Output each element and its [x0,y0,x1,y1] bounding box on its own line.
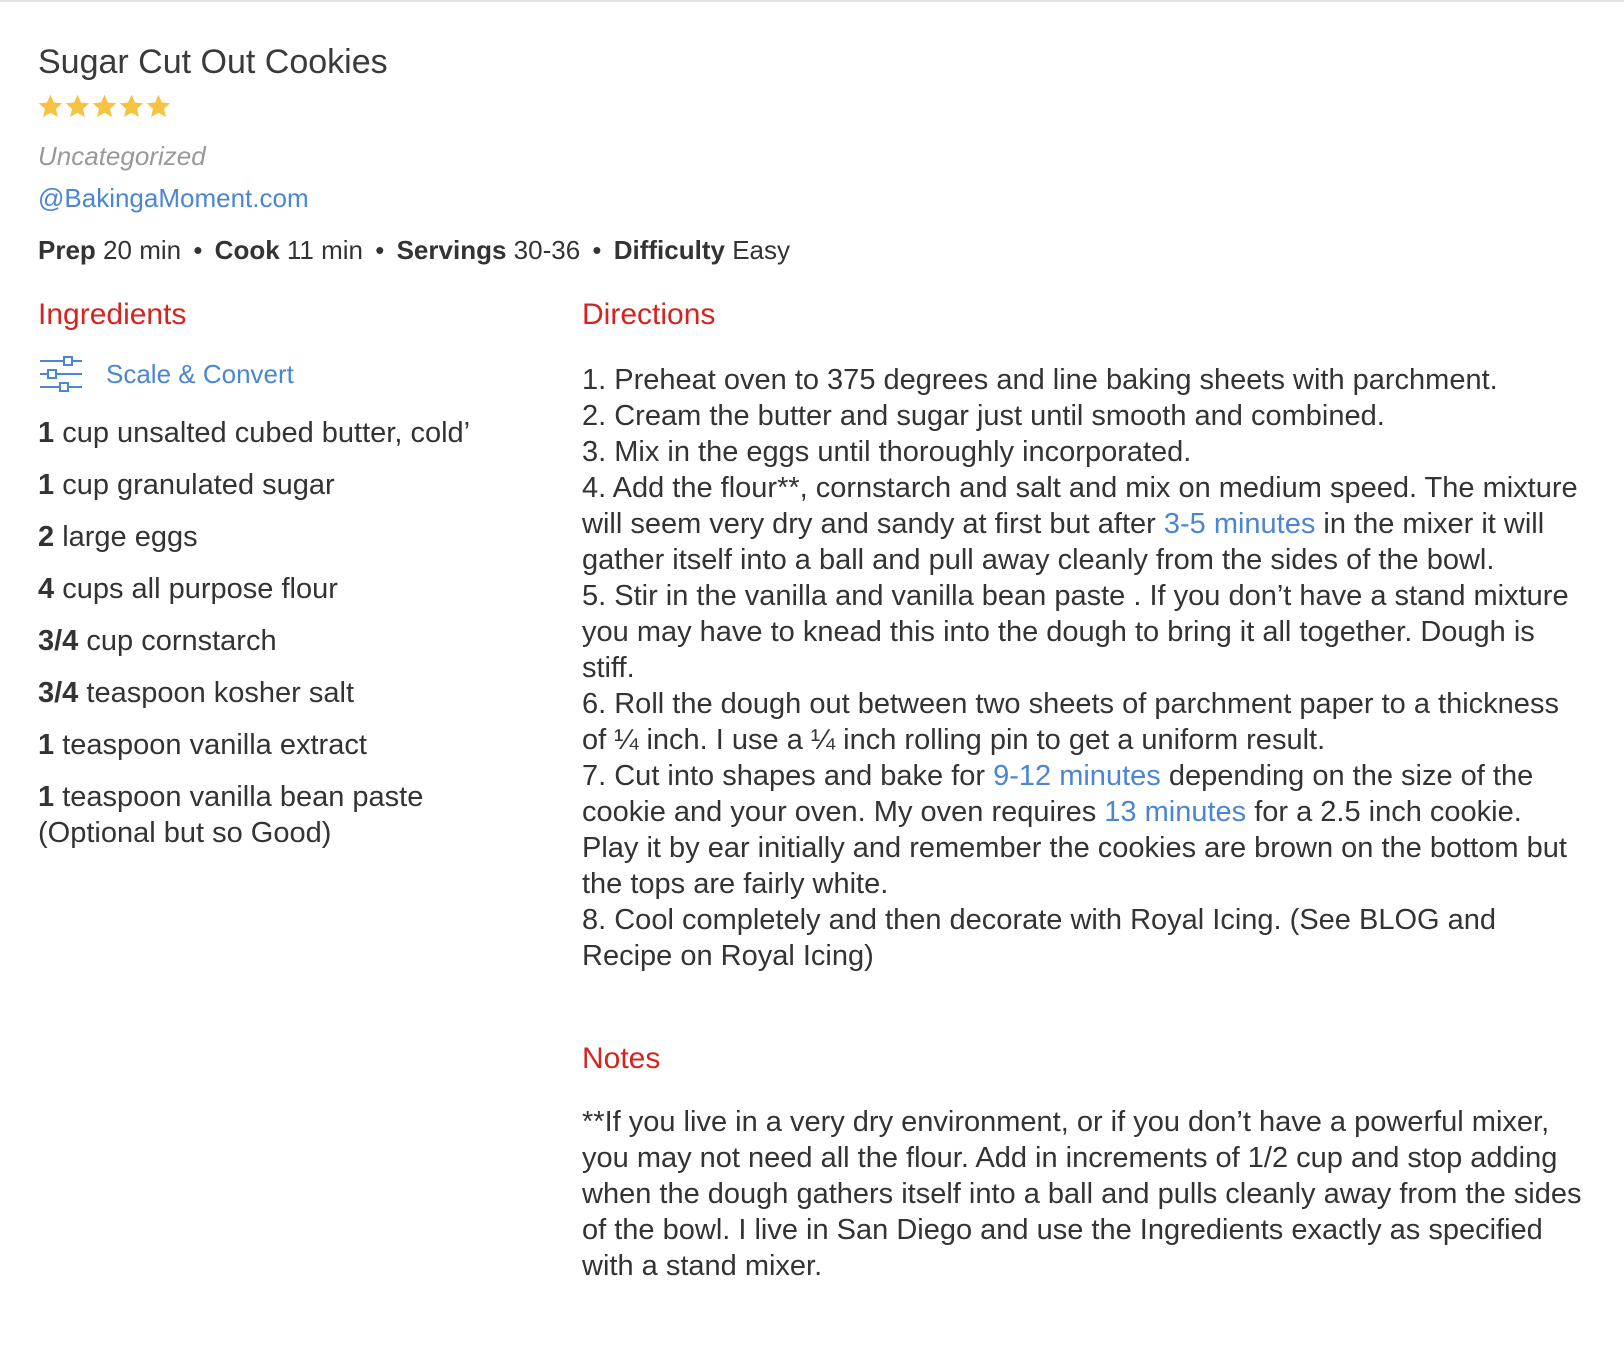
ingredient-text: cup granulated sugar [54,469,335,501]
meta-separator: • [375,235,385,265]
direction-text: 1. Preheat oven to 375 degrees and line baking sheets with parchment. [582,364,1498,396]
recipe-title: Sugar Cut Out Cookies [38,43,388,81]
ingredient-quantity: 1 [38,417,55,449]
ingredient-text: cup unsalted cubed butter, cold’ [54,417,471,449]
ingredient-text: teaspoon kosher salt [78,677,354,709]
ingredient-item [38,727,528,763]
star-icon [37,93,64,120]
ingredient-text: large eggs [54,521,198,553]
difficulty-value: Easy [732,235,791,265]
scale-convert-button[interactable] [38,353,528,395]
recipe-meta [38,233,790,267]
ingredient-item [38,779,528,851]
directions-heading: Directions [582,298,716,331]
ingredient-text: teaspoon vanilla bean paste (Optional but so Good) [38,781,424,849]
notes-text: **If you live in a very dry environment, or if you don’t have a powerful mixer, you may not need all the flour. Add in increments of 1/2 cup and stop adding when the dough gathers itself into a ball and pulls cleanly away from the sides of the bowl. I live in San Diego and use the Ingredients exactly as specified with a stand mixer. [582,1106,1582,1282]
ingredient-item [38,467,528,503]
ingredient-item [38,675,528,711]
direction-text: 8. Cool completely and then decorate with Royal Icing. (See BLOG and Recipe on Royal Icing) [582,904,1497,972]
direction-text: 7. Cut into shapes and bake for [582,760,994,792]
direction-step [582,578,1582,686]
timer-link[interactable]: 3-5 minutes [1163,508,1316,540]
ingredient-text: cup cornstarch [78,625,277,657]
ingredient-quantity: 3/4 [38,677,79,709]
direction-text: depending on the size of the cookie and your oven. My oven requires [582,760,1534,828]
direction-step [582,686,1582,758]
ingredient-quantity: 4 [38,573,55,605]
star-icon [91,93,118,120]
ingredient-quantity: 1 [38,469,55,501]
direction-text: 4. Add the flour**, cornstarch and salt and mix on medium speed. The mixture will seem very dry and sandy at first but after [582,472,1578,540]
servings-label: Servings [396,235,507,265]
ingredient-quantity: 2 [38,521,55,553]
direction-step [582,398,1582,434]
rating-stars[interactable] [37,93,172,120]
direction-text: 6. Roll the dough out between two sheets of parchment paper to a thickness of ¼ inch. I use a ¼ inch rolling pin to get a uniform result. [582,688,1559,756]
meta-separator: • [193,235,203,265]
direction-step [582,902,1582,974]
scale-convert-label: Scale & Convert [106,358,294,389]
star-icon [64,93,91,120]
ingredients-heading: Ingredients [38,298,187,331]
ingredients-column [38,295,528,867]
timer-link[interactable]: 9-12 minutes [993,760,1161,792]
sliders-icon [38,354,84,394]
direction-step [582,758,1582,902]
direction-step [582,434,1582,470]
prep-label: Prep [38,235,96,265]
directions-column [582,295,1582,1284]
ingredient-quantity: 1 [38,729,55,761]
ingredients-list [38,415,528,851]
recipe-source-link[interactable]: @BakingaMoment.com [38,183,309,213]
direction-text: in the mixer it will gather itself into a ball and pull away cleanly from the sides of the bowl. [582,508,1545,576]
recipe-category: Uncategorized [38,141,206,171]
timer-link[interactable]: 13 minutes [1104,796,1247,828]
direction-step [582,470,1582,578]
notes-heading: Notes [582,1042,661,1075]
top-divider [0,0,1624,2]
star-icon [145,93,172,120]
prep-value: 20 min [103,235,182,265]
direction-text: 2. Cream the butter and sugar just until smooth and combined. [582,400,1385,432]
difficulty-label: Difficulty [613,235,725,265]
ingredient-item [38,519,528,555]
ingredient-item [38,623,528,659]
directions-list [582,362,1582,974]
cook-label: Cook [214,235,280,265]
ingredient-item [38,571,528,607]
ingredient-quantity: 3/4 [38,625,79,657]
meta-separator: • [592,235,602,265]
servings-value: 30-36 [513,235,581,265]
direction-step [582,362,1582,398]
direction-text: 5. Stir in the vanilla and vanilla bean paste . If you don’t have a stand mixture you may have to knead this into the dough to bring it all together. Dough is stiff. [582,580,1569,684]
cook-value: 11 min [286,235,364,265]
ingredient-quantity: 1 [38,781,55,813]
direction-text: for a 2.5 inch cookie. Play it by ear initially and remember the cookies are brown on the bottom but the tops are fairly white. [582,796,1567,900]
ingredient-text: cups all purpose flour [54,573,338,605]
direction-text: 3. Mix in the eggs until thoroughly incorporated. [582,436,1192,468]
ingredient-item [38,415,528,451]
ingredient-text: teaspoon vanilla extract [54,729,367,761]
star-icon [118,93,145,120]
